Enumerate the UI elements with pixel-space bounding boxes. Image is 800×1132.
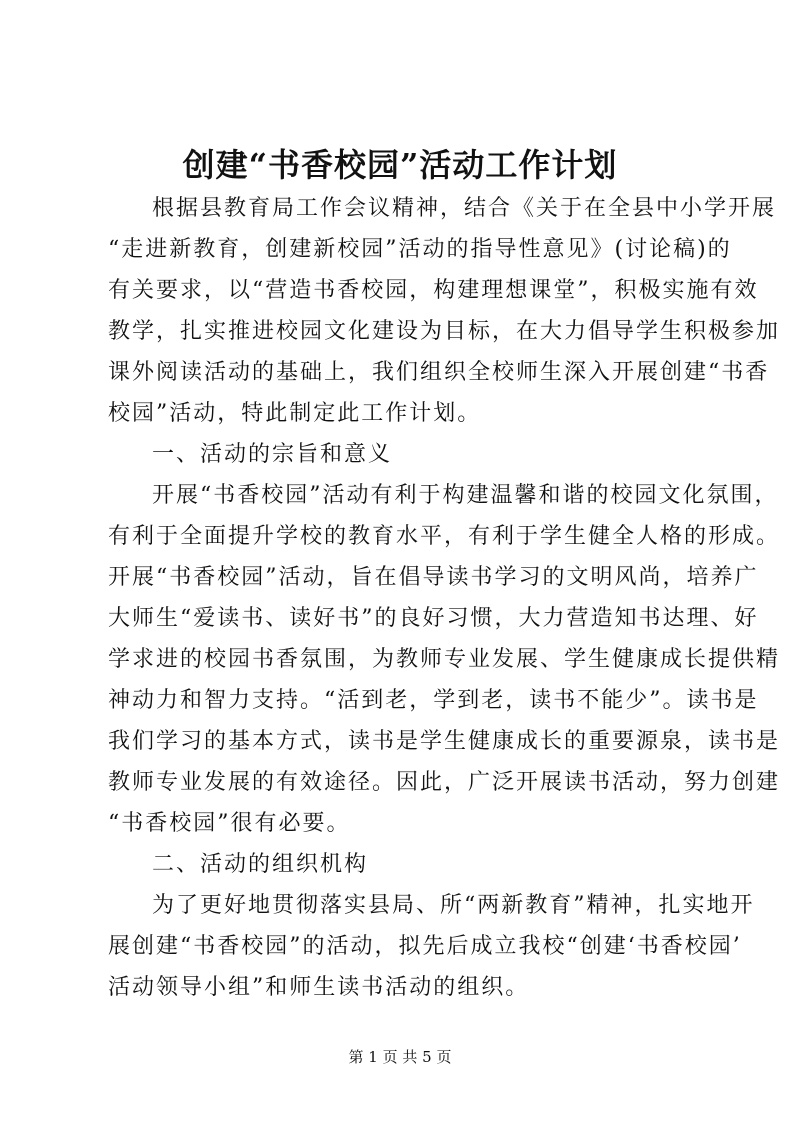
body-line: “书香校园”很有必要。 [108,811,351,836]
body-line: 课外阅读活动的基础上，我们组织全校师生深入开展创建“书香 [108,360,770,385]
section-heading: 二、活动的组织机构 [152,852,369,877]
body-line: 学求进的校园书香氛围，为教师专业发展、学生健康成长提供精 [108,647,781,672]
body-line: 开展“书香校园”活动有利于构建温馨和谐的校园文化氛围， [152,483,779,508]
body-line: 大师生“爱读书、读好书”的良好习惯，大力营造知书达理、好 [108,606,759,631]
body-line: 为了更好地贯彻落实县局、所“两新教育”精神，扎实地开 [152,893,755,918]
body-line: 展创建“书香校园”的活动，拟先后成立我校“创建‘书香校园’ [108,934,742,959]
body-line: “走进新教育，创建新校园”活动的指导性意见》(讨论稿)的 [108,237,732,262]
body-line: 教学，扎实推进校园文化建设为目标，在大力倡导学生积极参加 [108,319,781,344]
body-line: 活动领导小组”和师生读书活动的组织。 [108,975,530,1000]
body-line: 我们学习的基本方式，读书是学生健康成长的重要源泉，读书是 [108,729,781,754]
page-title: 创建“书香校园”活动工作计划 [182,146,618,184]
page-footer: 第 1 页 共 5 页 [348,1048,452,1066]
section-heading: 一、活动的宗旨和意义 [152,442,393,467]
body-line: 校园”活动，特此制定此工作计划。 [108,401,482,426]
body-line: 神动力和智力支持。“活到老，学到老，读书不能少”。读书是 [108,688,759,713]
body-line: 开展“书香校园”活动，旨在倡导读书学习的文明风尚，培养广 [108,565,759,590]
body-line: 教师专业发展的有效途径。因此，广泛开展读书活动，努力创建 [108,770,781,795]
body-line: 根据县教育局工作会议精神，结合《关于在全县中小学开展 [152,196,777,221]
body-line: 有利于全面提升学校的教育水平，有利于学生健全人格的形成。 [108,524,781,549]
body-line: 有关要求，以“营造书香校园，构建理想课堂”，积极实施有效 [108,278,759,303]
